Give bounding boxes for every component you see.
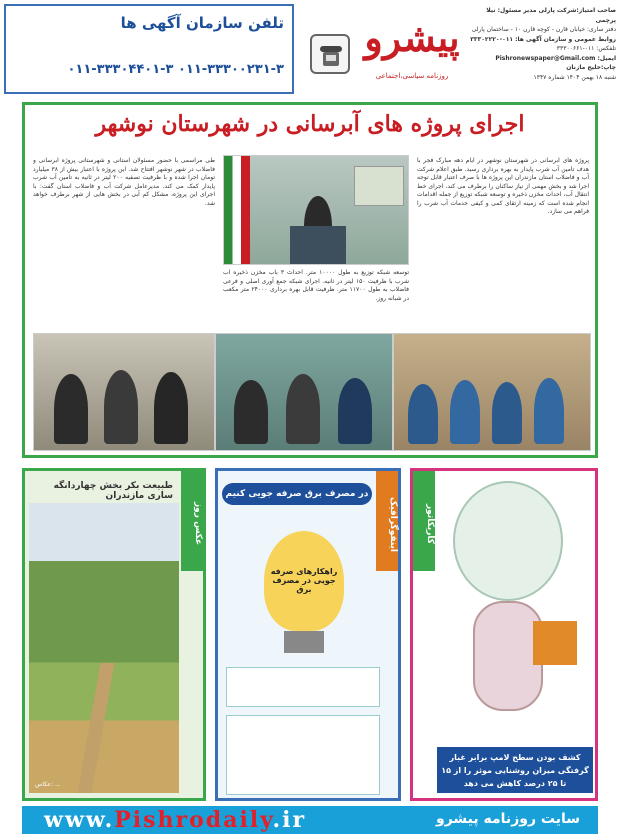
article-photo-officials-2 bbox=[215, 333, 393, 451]
infographic-panel bbox=[215, 468, 401, 801]
percent-sign-icon bbox=[533, 621, 577, 665]
url-brand: Pishrodaily bbox=[114, 807, 273, 833]
infographic-box bbox=[226, 667, 380, 707]
info-line: تلفکس: ۰۱۱-۳۳۳۰۰۶۶۱ bbox=[556, 45, 616, 52]
article-photo-officials-1 bbox=[33, 333, 215, 451]
article-photo-workers bbox=[393, 333, 591, 451]
website-url[interactable] bbox=[44, 807, 306, 833]
infographic-tab: اینفوگرافیک bbox=[376, 471, 398, 571]
landscape-photo bbox=[29, 503, 179, 793]
info-line: ایمیل: Pishronewspaper@Gmail.com چاپ:خلیج مازنان bbox=[495, 54, 616, 71]
photo-of-day-tab: عکس روز bbox=[181, 471, 203, 571]
article-photo-podium bbox=[223, 155, 409, 265]
infographic-title: در مصرف برق صرفه جویی کنیم bbox=[222, 483, 372, 505]
caricature-panel bbox=[410, 468, 598, 801]
lightbulb-base-icon bbox=[284, 631, 324, 653]
ad-title: تلفن سازمان آگهی ها bbox=[120, 14, 284, 32]
article-headline: اجرای پروژه های آبرسانی در شهرستان نوشهر bbox=[95, 111, 525, 137]
infographic-center-text: راهکارهای صرفه جویی در مصرف برق bbox=[270, 567, 338, 594]
logo-subtitle: روزنامه سیاسی،اجتماعی bbox=[375, 72, 449, 80]
caricature-caption: کشف بودن سطح لامپ برابر غبار گرفتگی میزان روشنایی موثر را از ۱۵ تا ۲۵ درصد کاهش می دهد bbox=[437, 747, 593, 793]
photo-of-day-panel bbox=[22, 468, 206, 801]
ad-phone-numbers: ۰۱۱-۳۳۳۰۴۴۰۱-۳ ۰۱۱-۳۳۳۰۰۲۳۱-۳ bbox=[67, 62, 284, 77]
logo-text: پیشرو bbox=[364, 15, 460, 60]
infographic-box bbox=[226, 715, 380, 795]
url-prefix: www. bbox=[44, 807, 115, 833]
article-column-right: پروژه های آبرسانی در شهرستان نوشهر در ایام دهه مبارک فجر با هدف تامین آب شرب پایدار به بهره برداری رسید. طبق اعلام شرکت آب و فاضلاب استان مازندران این پروژه ها با صرف اعتبار قابل توجه اجرا شد و بخش مهمی از نیاز ساکنان را برطرف می کند. اجرای خط انتقال آب، احداث مخزن ذخیره و توسعه شبکه توزیع از جمله اقدامات انجام شده است که زمینه ارتقای کمی و کیفی خدمات آب شرب را فراهم می سازد. bbox=[417, 157, 589, 215]
caricature-tab: کاریکاتور bbox=[413, 471, 435, 571]
url-suffix: .ir bbox=[272, 807, 307, 833]
info-line: شنبه ۱۸ بهمن ۱۴۰۴ شماره ۱۳۴۷ bbox=[533, 73, 616, 81]
article-column-left: طی مراسمی با حضور مسئولان استانی و شهرستانی پروژه آبرسانی و فاضلاب در شهر نوشهر افتتاح شد. این پروژه با اعتبار بیش از ۳۸ میلیارد تومان اجرا شده و با ظرفیت تصفیه ۲۰۰ لیتر در ثانیه به تامین آب شرب پایدار کمک می کند. مدیرعامل شرکت آب و فاضلاب استان گفت: با اجرای این پروژه، مشکل کم آبی در بخش هایی از شهر برطرف خواهد شد. bbox=[33, 157, 215, 207]
spiral-lamp-icon bbox=[453, 481, 563, 601]
masthead bbox=[4, 4, 616, 94]
publication-info bbox=[470, 6, 616, 92]
newspaper-logo bbox=[362, 4, 462, 94]
photo-credit: عکاس: ... bbox=[35, 781, 61, 788]
main-article bbox=[22, 102, 598, 458]
info-line: دفتر ساری: خیابان قارن - کوچه قارن ۱۰ - ساختمان پارلی bbox=[471, 26, 616, 33]
info-line: صاحب امتیاز:شرکت پارلی مدیر مسئول: نیلا پرچمی bbox=[486, 7, 616, 24]
telephone-icon bbox=[310, 34, 350, 74]
article-column-middle: توسعه شبکه توزیع به طول ۱۰۰۰۰ متر. احداث ۳ باب مخزن ذخیره آب شرب با ظرفیت ۱۵۰ لیتر در ثانیه. اجرای شبکه جمع آوری اصلی و فرعی فاضلاب به طول ۱۱۷۰۰ متر. ظرفیت قابل بهره برداری ۲۴۰۰۰ متر مکعب در شبانه روز. bbox=[223, 269, 409, 302]
photo-of-day-title: طبیعت بکر بخش چهاردانگه ساری مازندران bbox=[53, 481, 173, 501]
website-banner bbox=[22, 806, 598, 834]
ad-phone-box bbox=[4, 4, 294, 94]
website-label: سایت روزنامه پیشرو bbox=[436, 811, 580, 827]
info-line: روابط عمومی و سازمان آگهی ها: ۰۱۱-۳۳۳۰۲۲۲۰ bbox=[470, 35, 616, 43]
